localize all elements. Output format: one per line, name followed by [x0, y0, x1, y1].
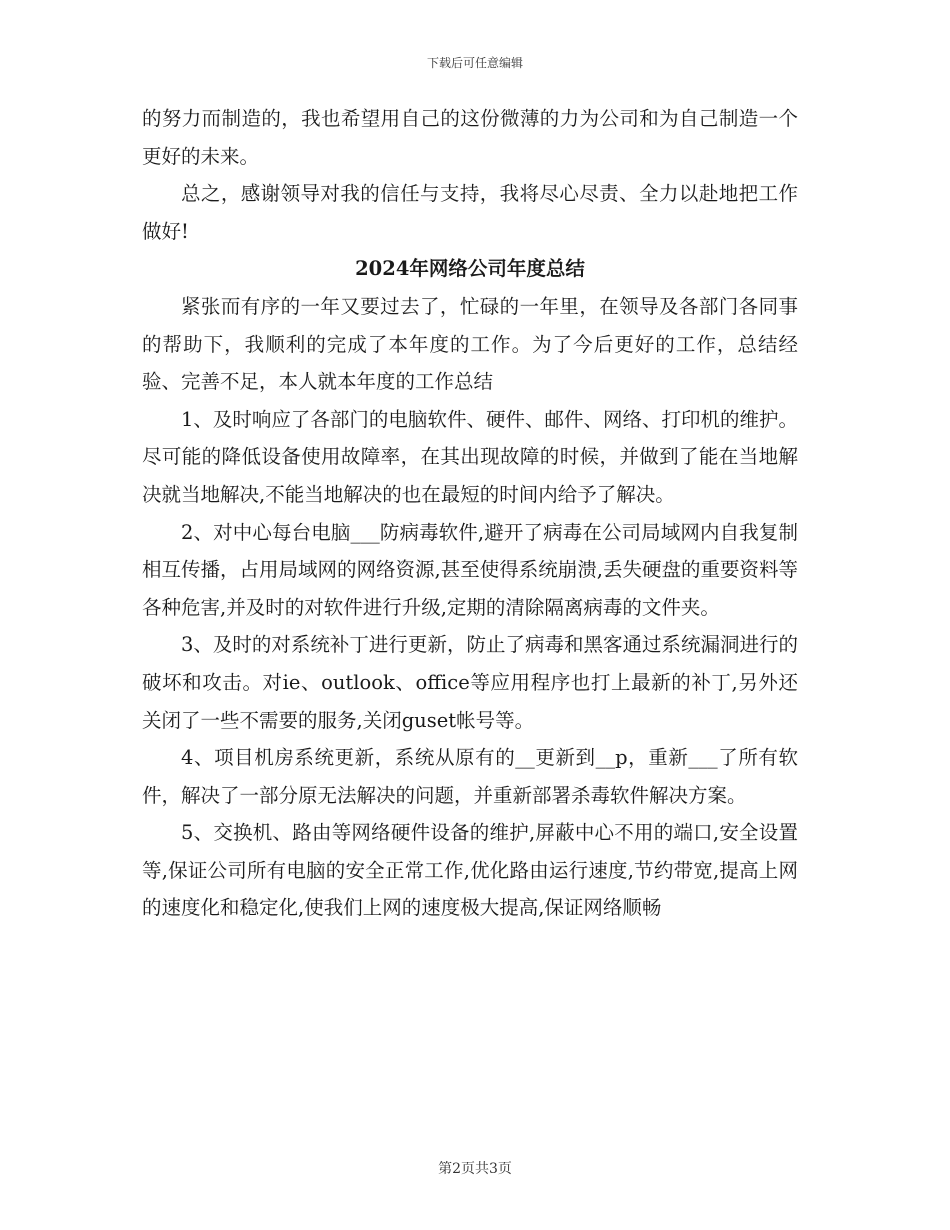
document-body: [142, 100, 798, 927]
paragraph-item-2: 2、对中心每台电脑___防病毒软件,避开了病毒在公司局域网内自我复制相互传播，占用局域网的网络资源,甚至使得系统崩溃,丢失硬盘的重要资料等各种危害,并及时的对软件进行升级,定期的清除隔离病毒的文件夹。: [142, 520, 798, 619]
paragraph-conclusion: 总之，感谢领导对我的信任与支持，我将尽心尽责、全力以赴地把工作做好!: [142, 182, 798, 243]
paragraph-item-1: 1、及时响应了各部门的电脑软件、硬件、邮件、网络、打印机的维护。尽可能的降低设备使用故障率，在其出现故障的时候，并做到了能在当地解决就当地解决,不能当地解决的也在最短的时间内给予了解决。: [142, 407, 798, 506]
paragraph-item-4: 4、项目机房系统更新，系统从原有的__更新到__p，重新___了所有软件，解决了一部分原无法解决的问题，并重新部署杀毒软件解决方案。: [142, 746, 798, 807]
paragraph-intro: 紧张而有序的一年又要过去了，忙碌的一年里，在领导及各部门各同事的帮助下，我顺利的完成了本年度的工作。为了今后更好的工作，总结经验、完善不足，本人就本年度的工作总结: [142, 294, 798, 394]
paragraph-item-3: 3、及时的对系统补丁进行更新，防止了病毒和黑客通过系统漏洞进行的破坏和攻击。对ie、outlook、office等应用程序也打上最新的补丁,另外还关闭了一些不需要的服务,关闭guset帐号等。: [142, 633, 798, 732]
page-footer: 第2页共3页: [438, 1161, 512, 1177]
page-header: 下载后可任意编辑: [426, 56, 523, 70]
document-title: 2024年网络公司年度总结: [355, 257, 585, 281]
paragraph-continuation: 的努力而制造的，我也希望用自己的这份微薄的力为公司和为自己制造一个更好的未来。: [142, 107, 798, 168]
paragraph-item-5: 5、交换机、路由等网络硬件设备的维护,屏蔽中心不用的端口,安全设置等,保证公司所有电脑的安全正常工作,优化路由运行速度,节约带宽,提高上网的速度化和稳定化,使我们上网的速度极大提高,保证网络顺畅: [142, 821, 798, 920]
